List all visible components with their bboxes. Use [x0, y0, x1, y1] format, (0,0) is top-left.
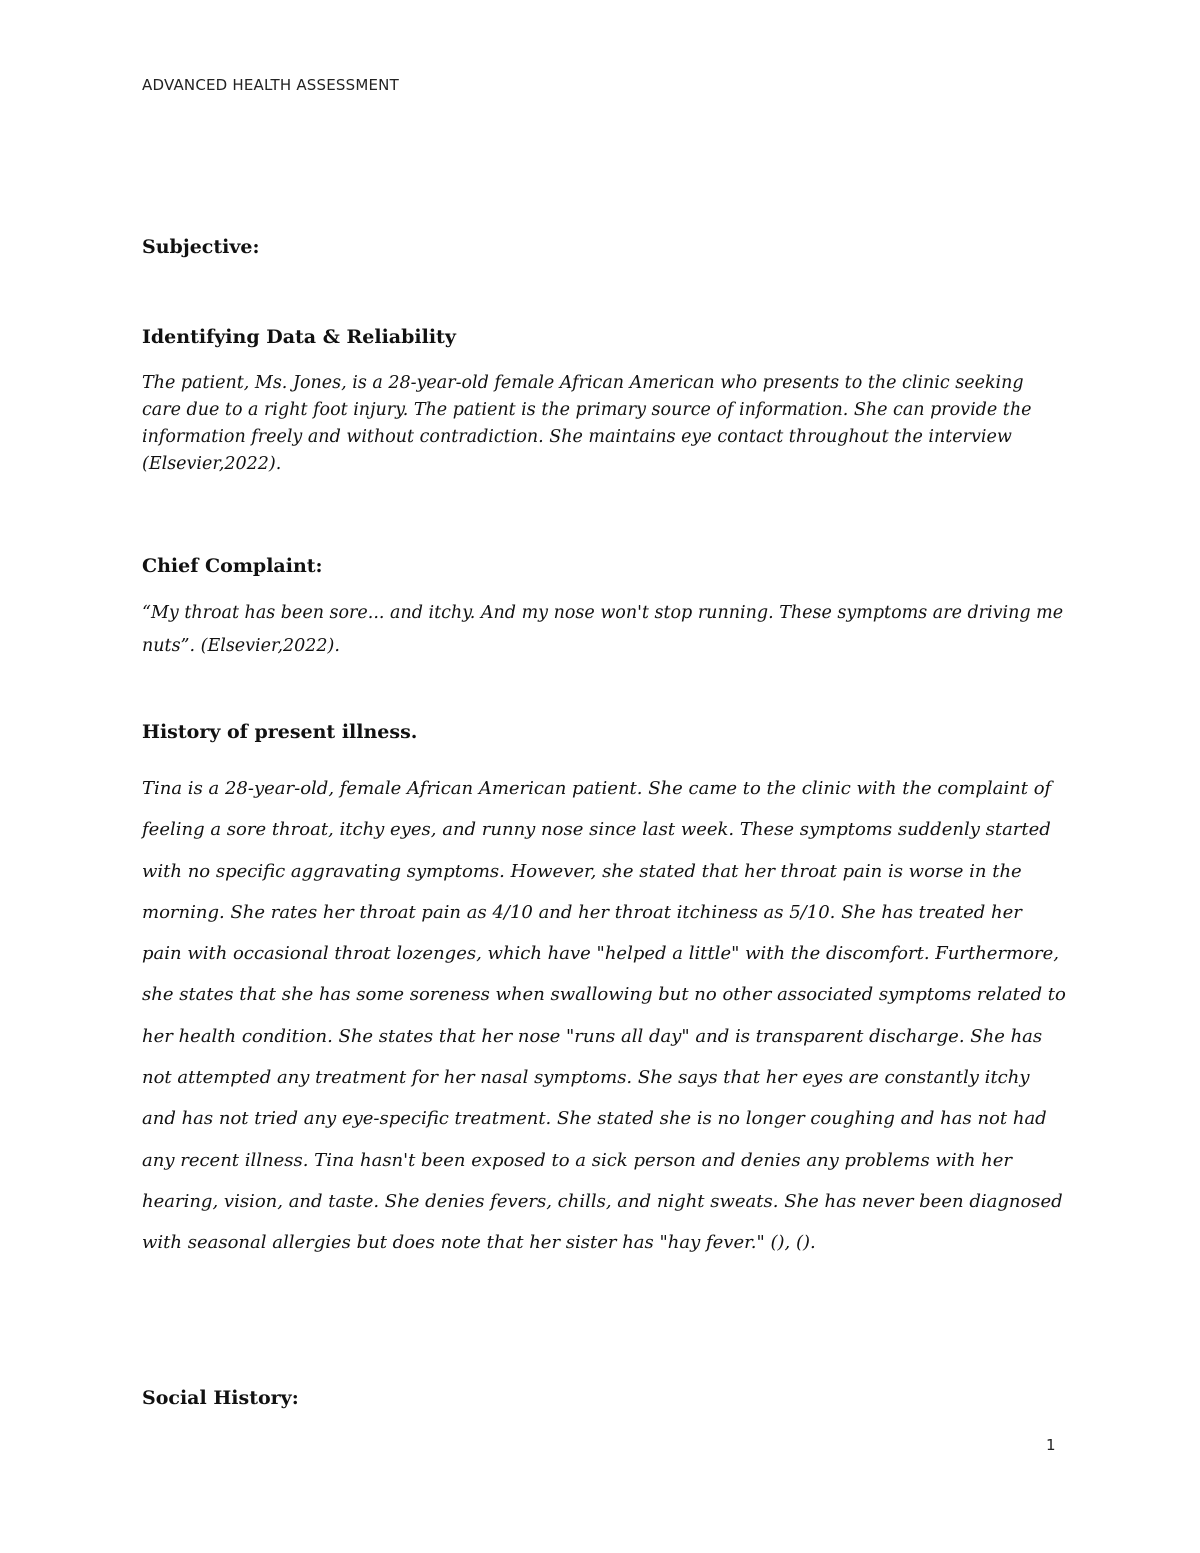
page-number: 1	[1046, 1436, 1056, 1454]
chief-complaint-paragraph: “My throat has been sore... and itchy. And my nose won't stop running. These symptoms are driving me nuts”. (Elsevier,2022).	[142, 603, 1064, 656]
running-header: ADVANCED HEALTH ASSESSMENT	[142, 76, 399, 94]
social-history-heading: Social History:	[142, 1387, 299, 1409]
identifying-data-paragraph: The patient, Ms. Jones, is a 28-year-old female African American who presents to the clinic seeking care due to a right foot injury. The patient is the primary source of information. She can provide the information freely and without contradiction. She maintains eye contact throughout the interview (Elsevier,2022).	[142, 373, 1032, 474]
subjective-heading: Subjective:	[142, 236, 260, 258]
hpi-paragraph: Tina is a 28-year-old, female African American patient. She came to the clinic with the complaint of feeling a sore throat, itchy eyes, and runny nose since last week. These symptoms suddenly started with no specific aggravating symptoms. However, she stated that her throat pain is worse in the morning. She rates her throat pain as 4/10 and her throat itchiness as 5/10. She has treated her pain with occasional throat lozenges, which have "helped a little" with the discomfort. Furthermore, she states that she has some soreness when swallowing but no other associated symptoms related to her health condition. She states that her nose "runs all day" and is transparent discharge. She has not attempted any treatment for her nasal symptoms. She says that her eyes are constantly itchy and has not tried any eye-specific treatment. She stated she is no longer coughing and has not had any recent illness. Tina hasn't been exposed to a sick person and denies any problems with her hearing, vision, and taste. She denies fevers, chills, and night sweats. She has never been diagnosed with seasonal allergies but does note that her sister has "hay fever." (), ().	[142, 778, 1066, 1254]
hpi-heading: History of present illness.	[142, 721, 418, 743]
identifying-data-heading: Identifying Data & Reliability	[142, 326, 456, 348]
chief-complaint-heading: Chief Complaint:	[142, 555, 323, 577]
